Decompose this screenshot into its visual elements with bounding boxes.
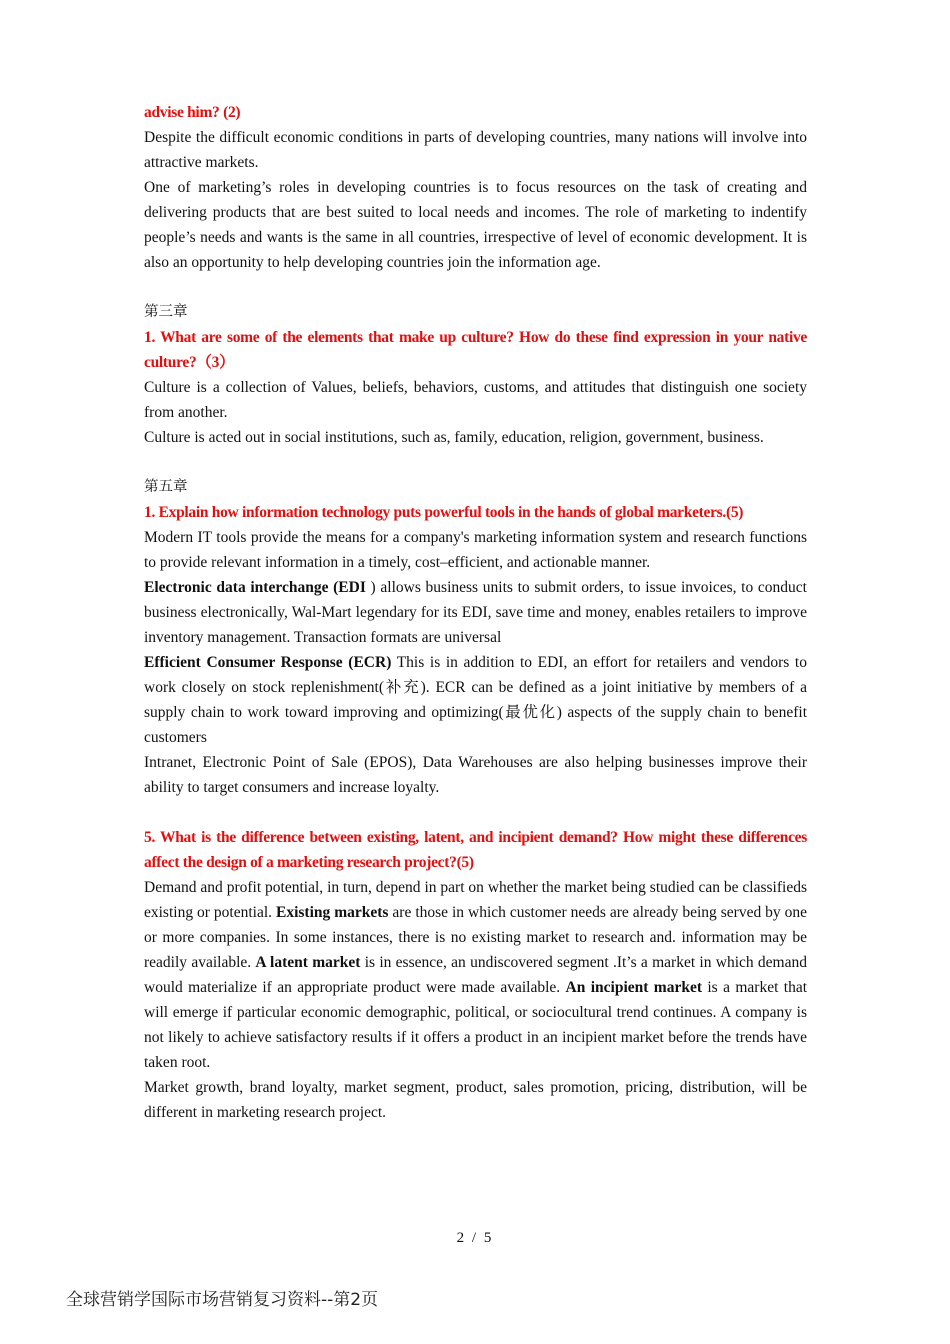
answer-paragraph: Modern IT tools provide the means for a company's marketing information system and research functions to provide relevant information in a timely, cost–efficient, and actionable manner. [144, 529, 807, 571]
answer-paragraph: Culture is acted out in social institutions, such as, family, education, religion, government, business. [144, 429, 764, 446]
answer-paragraph: Intranet, Electronic Point of Sale (EPOS), Data Warehouses are also helping businesses improve their ability to target consumers and increase loyalty. [144, 754, 807, 796]
ecr-description: This is in addition to EDI, an effort for retailers and vendors to work closely on stock replenishment(补充). ECR can be defined as a joint initiative by members of a supply chain to work toward improving and optimizing(最优化) aspects of the supply chain to benefit customers [144, 654, 807, 746]
edi-description: ) allows business units to submit orders, to issue invoices, to conduct business electronically, Wal-Mart legendary for its EDI, save time and money, enables retailers to improve inventory management. Transaction formats are universal [144, 579, 807, 646]
paragraph-spacer [144, 275, 807, 300]
question-ch5-q1: 1. Explain how information technology puts powerful tools in the hands of global marketers.(5) [144, 504, 744, 521]
document-body [144, 100, 807, 1125]
existing-description: are those in which customer needs are already being served by one or more companies. In some instances, there is no existing market to research and. information may be readily available. [144, 904, 808, 971]
chapter-heading-5: 第五章 [144, 479, 188, 495]
answer-paragraph: One of marketing’s roles in developing countries is to focus resources on the task of creating and delivering products that are best suited to local needs and incomes. The role of marketing to indentify people’s needs and wants is the same in all countries, irrespective of level of economic development. It is also an opportunity to help developing countries join the information age. [144, 179, 807, 271]
question-ch3-q1: 1. What are some of the elements that make up culture? How do these find expression in your native culture?（3） [144, 329, 807, 371]
answer-paragraph-demand [144, 875, 807, 1075]
footer-caption: 全球营销学国际市场营销复习资料--第2页 [66, 1290, 379, 1310]
paragraph-spacer [144, 800, 807, 825]
term-incipient-market: An incipient market [565, 979, 702, 996]
incipient-description: is a market that will emerge if particular economic demographic, political, or sociocultural trend continues. A company is not likely to achieve satisfactory results if it offers a product in an incipient market before the trends have taken root. [144, 979, 808, 1071]
answer-paragraph: Despite the difficult economic conditions in parts of developing countries, many nations will involve into attractive markets. [144, 129, 807, 171]
question-ch5-q5: 5. What is the difference between existing, latent, and incipient demand? How might these differences affect the design of a marketing research project?(5) [144, 829, 807, 871]
answer-paragraph: Culture is a collection of Values, beliefs, behaviors, customs, and attitudes that distinguish one society from another. [144, 379, 807, 421]
answer-paragraph: Market growth, brand loyalty, market segment, product, sales promotion, pricing, distribution, will be different in marketing research project. [144, 1079, 807, 1121]
question-tail-ch2-q2: advise him? (2) [144, 104, 241, 121]
chapter-heading-3: 第三章 [144, 304, 188, 320]
paragraph-spacer [144, 450, 807, 475]
page-number: 2 / 5 [456, 1230, 494, 1246]
answer-paragraph-edi [144, 575, 807, 650]
demand-intro: Demand and profit potential, in turn, depend in part on whether the market being studied can be classifieds existing or potential. [144, 879, 807, 921]
latent-description: is in essence, an undiscovered segment .It’s a market in which demand would materialize if an appropriate product were made available. [144, 954, 807, 996]
term-latent-market: A latent market [255, 954, 361, 971]
answer-paragraph-ecr [144, 650, 807, 750]
term-ecr: Efficient Consumer Response (ECR) [144, 654, 392, 671]
term-edi: Electronic data interchange (EDI [144, 579, 366, 596]
term-existing-markets: Existing markets [276, 904, 389, 921]
